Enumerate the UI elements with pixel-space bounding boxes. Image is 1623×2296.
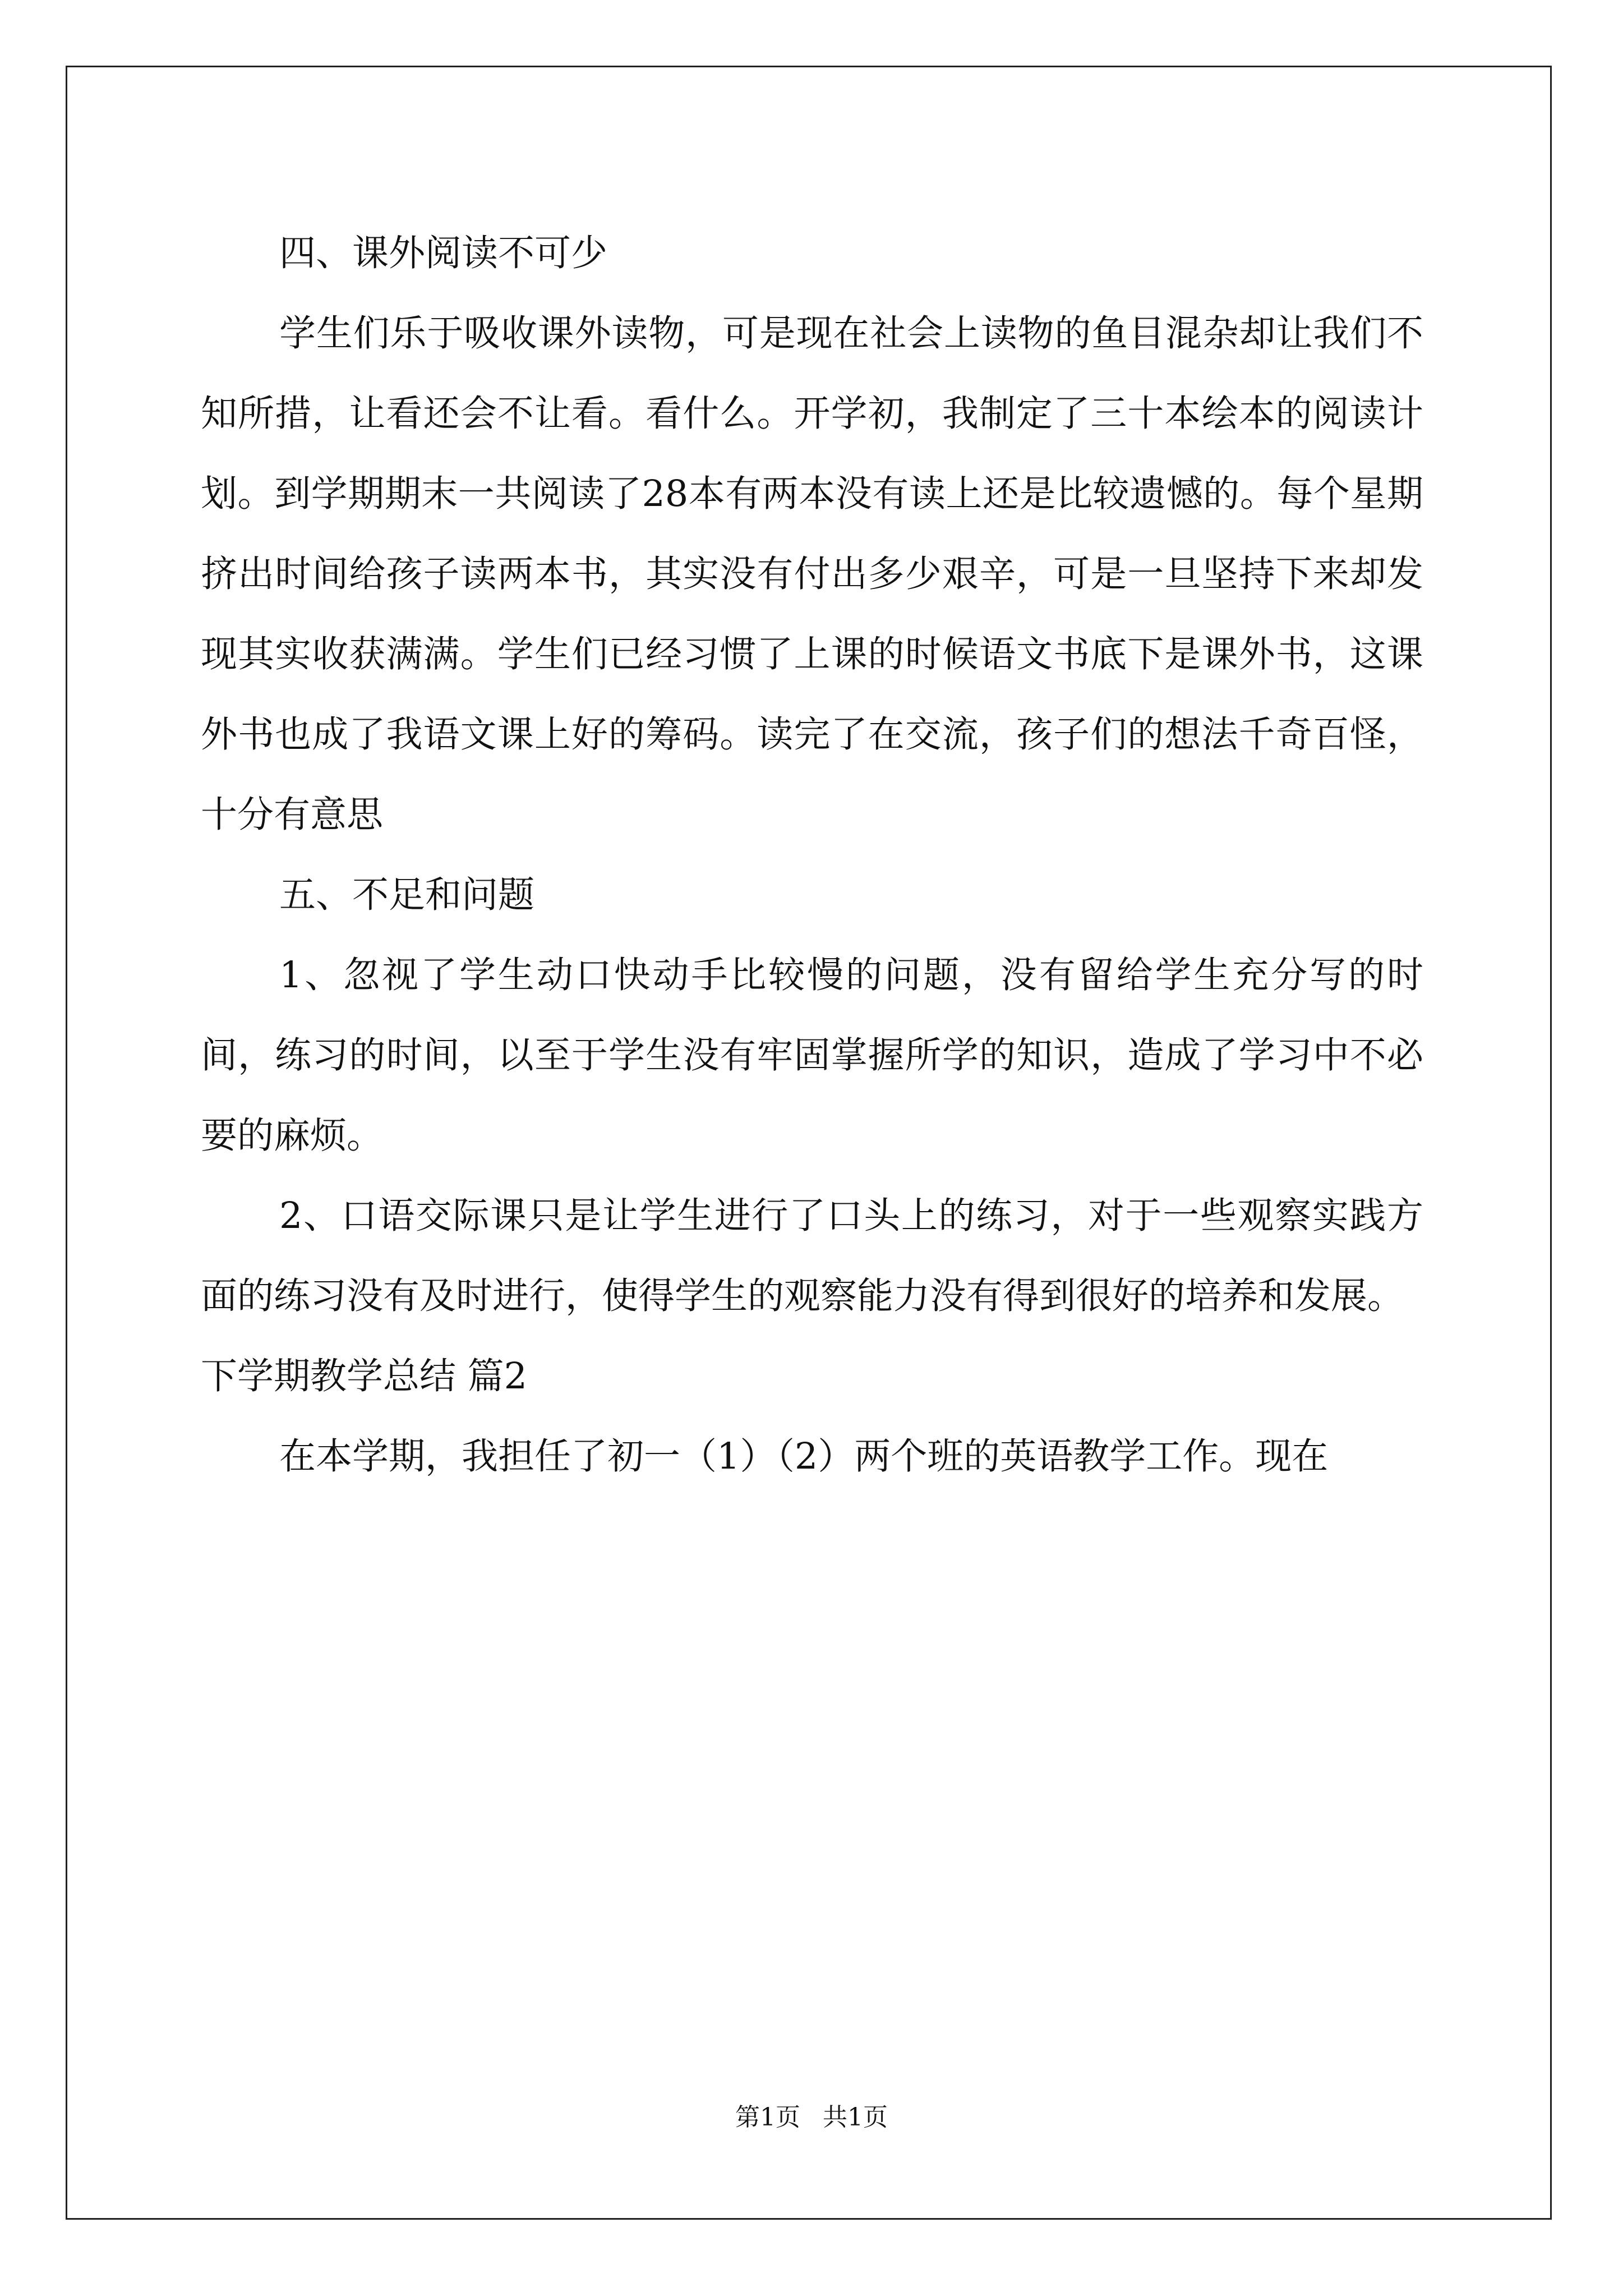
paragraph-extracurricular-reading: 学生们乐于吸收课外读物，可是现在社会上读物的鱼目混杂却让我们不知所措，让看还会不让看。看什么。开学初，我制定了三十本绘本的阅读计划。到学期期末一共阅读了28本有两本没有读上还是比较遗憾的。每个星期挤出时间给孩子读两本书，其实没有付出多少艰辛，可是一旦坚持下来却发现其实收获满满。学生们已经习惯了上课的时候语文书底下是课外书，这课外书也成了我语文课上好的筹码。读完了在交流，孩子们的想法千奇百怪，十分有意思 [201, 312, 1423, 836]
article-title-part-2: 下学期教学总结 篇2 [201, 1355, 528, 1397]
document-body [201, 213, 1423, 1497]
page-footer [0, 2101, 1623, 2134]
paragraph-problem-1: 1、忽视了学生动口快动手比较慢的问题，没有留给学生充分写的时间，练习的时间，以至于学生没有牢固掌握所学的知识，造成了学习中不必要的麻烦。 [201, 954, 1423, 1157]
page-total: 共1页 [823, 2103, 888, 2132]
section-heading-4: 四、课外阅读不可少 [279, 232, 608, 274]
page-number: 第1页 [735, 2103, 800, 2132]
paragraph-problem-2: 2、口语交际课只是让学生进行了口头上的练习，对于一些观察实践方面的练习没有及时进行，使得学生的观察能力没有得到很好的培养和发展。 [201, 1195, 1423, 1317]
section-heading-5: 五、不足和问题 [279, 874, 535, 916]
paragraph-intro-part-2: 在本学期，我担任了初一（1）（2）两个班的英语教学工作。现在 [279, 1435, 1329, 1478]
